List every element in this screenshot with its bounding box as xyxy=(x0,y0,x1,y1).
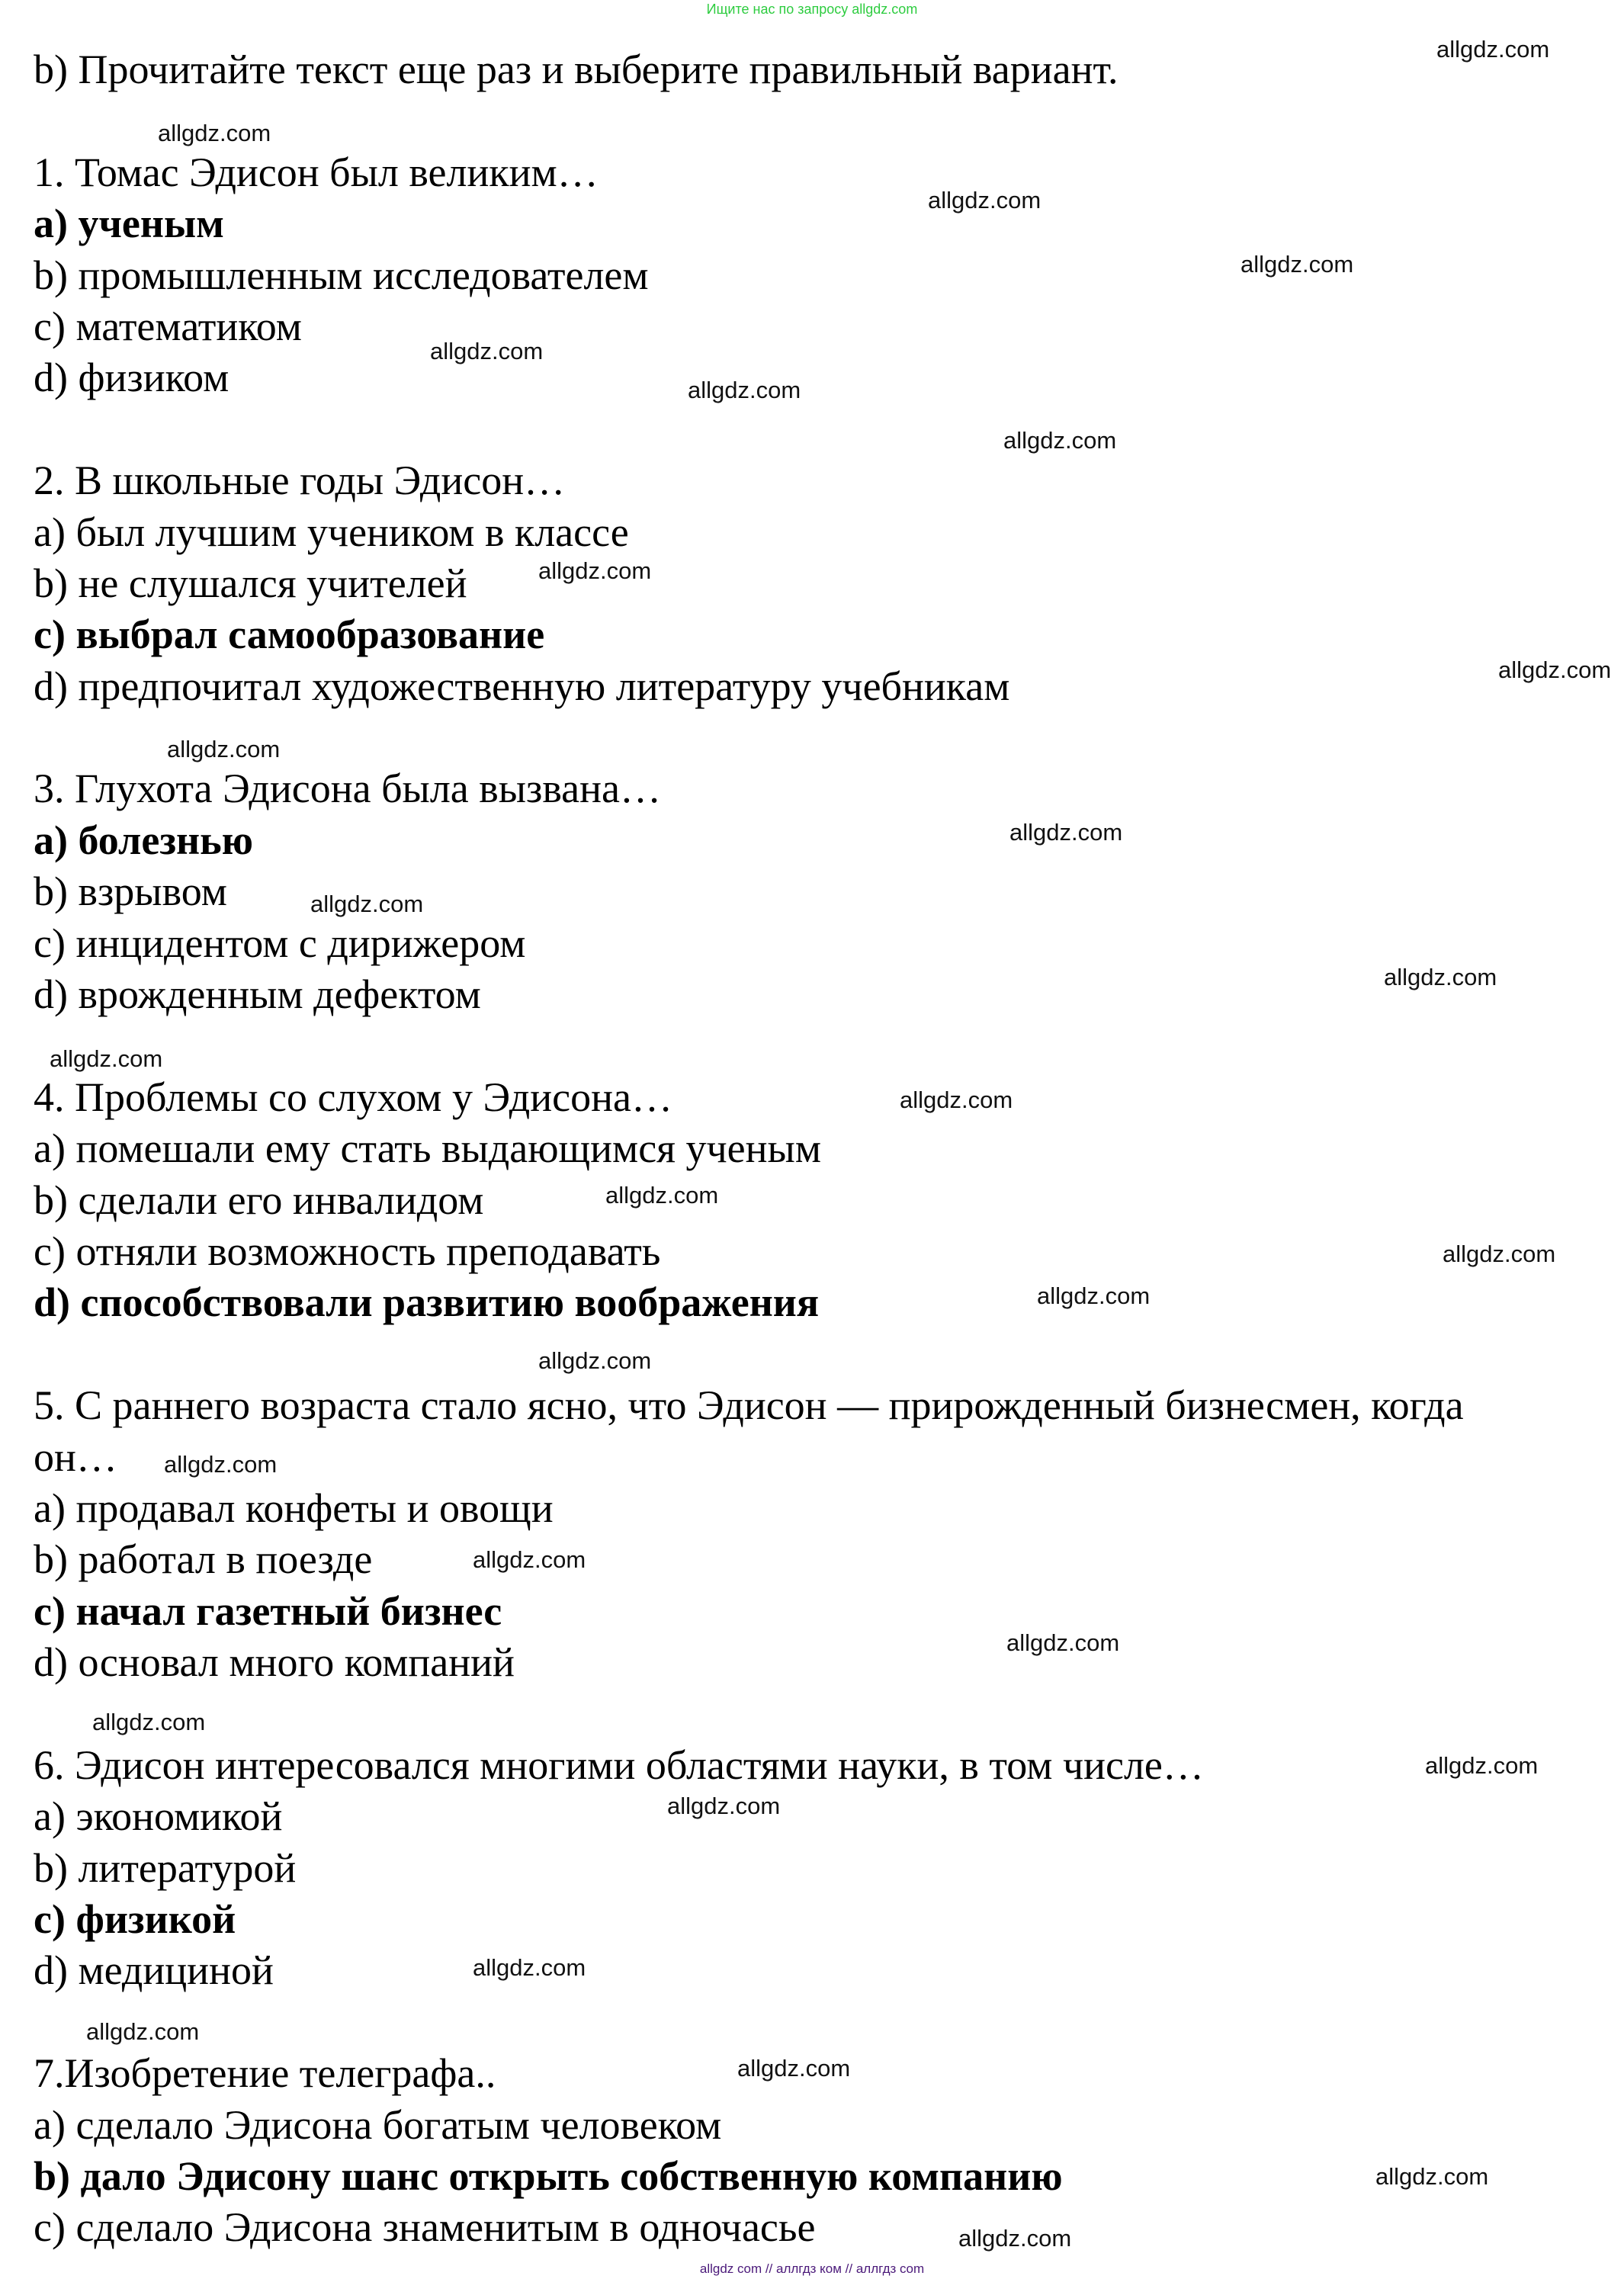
watermark-text: allgdz.com xyxy=(1425,1752,1539,1779)
question-text: 5. С раннего возраста стало ясно, что Эдисон — прирожденный бизнесмен, когда xyxy=(34,1382,1464,1429)
question-block xyxy=(34,455,1604,763)
watermark-text: allgdz.com xyxy=(1443,1241,1556,1267)
answer-option: a) продавал конфеты и овощи xyxy=(34,1485,554,1531)
question-text: 6. Эдисон интересовался многими областями науки, в том числе… xyxy=(34,1741,1204,1788)
spacer xyxy=(34,1020,1604,1071)
watermark-text: allgdz.com xyxy=(86,2018,200,2045)
spacer xyxy=(34,404,1604,455)
watermark-text: allgdz.com xyxy=(1240,251,1354,278)
exercise-content xyxy=(34,44,1604,2254)
answer-option: b) взрывом xyxy=(34,868,227,915)
watermark-text: allgdz.com xyxy=(1375,2163,1489,2190)
watermark-text: allgdz.com xyxy=(1384,964,1497,990)
question-text: 1. Томас Эдисон был великим… xyxy=(34,149,599,195)
question-block xyxy=(34,147,1604,455)
answer-option: c) инцидентом с дирижером xyxy=(34,920,526,966)
watermark-text: allgdz.com xyxy=(900,1087,1013,1113)
watermark-text: allgdz.com xyxy=(1009,819,1123,846)
question-block xyxy=(34,1740,1604,2048)
watermark-text: allgdz.com xyxy=(737,2055,851,2082)
question-block xyxy=(34,1072,1604,1380)
watermark-text: allgdz.com xyxy=(50,1045,163,1072)
search-banner: Ищите нас по запросу allgdz.com xyxy=(706,2,918,17)
answer-option: d) основал много компаний xyxy=(34,1639,515,1686)
answer-option: d) врожденным дефектом xyxy=(34,971,481,1018)
answer-option-correct: c) физикой xyxy=(34,1896,236,1943)
answer-option: c) математиком xyxy=(34,303,302,349)
answer-option: d) предпочитал художественную литературу учебникам xyxy=(34,663,1010,709)
answer-option: b) сделали его инвалидом xyxy=(34,1176,484,1223)
spacer xyxy=(34,1997,1604,2048)
footer-watermark: allgdz com // аллгдз ком // аллгдз com xyxy=(699,2261,925,2276)
watermark-text: allgdz.com xyxy=(92,1709,206,1735)
answer-option: b) промышленным исследователем xyxy=(34,252,649,298)
answer-option: a) сделало Эдисона богатым человеком xyxy=(34,2101,722,2148)
watermark-text: allgdz.com xyxy=(1037,1282,1151,1309)
watermark-text: allgdz.com xyxy=(1498,656,1612,683)
answer-option: c) сделало Эдисона знаменитым в одночасье xyxy=(34,2204,816,2251)
watermark-text: allgdz.com xyxy=(688,377,801,403)
answer-option: b) не слушался учителей xyxy=(34,560,467,606)
answer-option-correct: a) ученым xyxy=(34,201,224,247)
question-list xyxy=(34,147,1604,2254)
answer-option: a) помешали ему стать выдающимся ученым xyxy=(34,1125,821,1172)
watermark-text: allgdz.com xyxy=(310,891,424,917)
answer-option: c) отняли возможность преподавать xyxy=(34,1228,661,1274)
watermark-text: allgdz.com xyxy=(928,187,1041,213)
watermark-text: allgdz.com xyxy=(1436,36,1550,63)
watermark-text: allgdz.com xyxy=(1006,1629,1120,1656)
watermark-text: allgdz.com xyxy=(1003,427,1117,454)
question-text: он… xyxy=(34,1433,117,1480)
watermark-text: allgdz.com xyxy=(538,557,652,584)
watermark-text: allgdz.com xyxy=(158,120,271,146)
answer-option: b) работал в поезде xyxy=(34,1536,373,1583)
spacer xyxy=(34,1329,1604,1380)
instruction: b) Прочитайте текст еще раз и выберите правильный вариант. xyxy=(34,47,1119,92)
question-text: 4. Проблемы со слухом у Эдисона… xyxy=(34,1074,672,1120)
answer-option-correct: b) дало Эдисону шанс открыть собственную компанию xyxy=(34,2153,1063,2200)
watermark-text: allgdz.com xyxy=(538,1347,652,1374)
question-text: 2. В школьные годы Эдисон… xyxy=(34,457,566,504)
spacer xyxy=(34,1689,1604,1740)
answer-option: a) был лучшим учеником в классе xyxy=(34,509,629,555)
watermark-text: allgdz.com xyxy=(473,1954,586,1981)
watermark-text: allgdz.com xyxy=(605,1182,719,1209)
watermark-text: allgdz.com xyxy=(667,1793,781,1819)
watermark-text: allgdz.com xyxy=(473,1546,586,1573)
answer-option-correct: c) выбрал самообразование xyxy=(34,611,545,658)
answer-option: a) экономикой xyxy=(34,1793,283,1840)
question-text: 7.Изобретение телеграфа.. xyxy=(34,2050,496,2097)
answer-option: d) физиком xyxy=(34,355,229,401)
answer-option-correct: c) начал газетный бизнес xyxy=(34,1587,502,1634)
answer-option: b) литературой xyxy=(34,1844,297,1891)
question-text: 3. Глухота Эдисона была вызвана… xyxy=(34,766,661,812)
watermark-text: allgdz.com xyxy=(430,338,544,364)
question-block xyxy=(34,763,1604,1071)
watermark-text: allgdz.com xyxy=(164,1451,278,1478)
answer-option-correct: a) болезнью xyxy=(34,817,253,863)
answer-option: d) медициной xyxy=(34,1947,274,1994)
question-block xyxy=(34,1380,1604,1740)
watermark-text: allgdz.com xyxy=(167,736,281,762)
watermark-text: allgdz.com xyxy=(958,2225,1072,2252)
answer-option-correct: d) способствовали развитию воображения xyxy=(34,1279,820,1326)
